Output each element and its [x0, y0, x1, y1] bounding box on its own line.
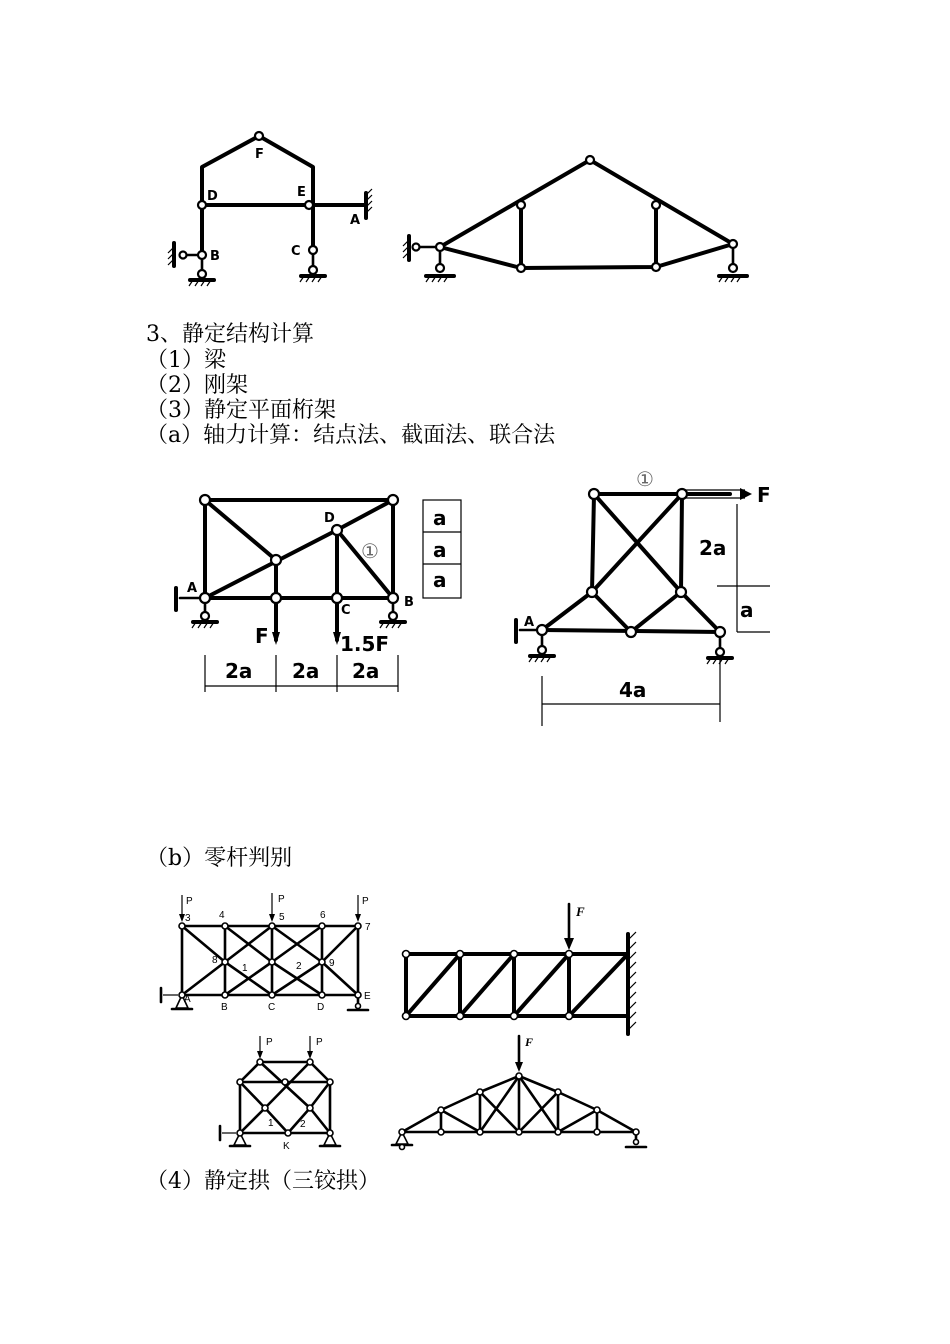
figure-zero-force-truss-3	[215, 1030, 350, 1155]
member-1-label: ①	[636, 467, 654, 491]
dim-h2: a	[740, 598, 754, 622]
label-A: A	[350, 213, 361, 228]
load-P2: P	[278, 894, 285, 905]
node-B: B	[221, 1002, 228, 1013]
load-F: F	[525, 1035, 534, 1049]
dim-h2: a	[433, 538, 447, 562]
figure-zero-force-truss-2	[395, 895, 655, 1040]
load-P1: P	[266, 1037, 273, 1048]
node-C: C	[268, 1002, 276, 1013]
member-1: 1	[242, 963, 248, 974]
member-2: 2	[300, 1119, 306, 1130]
member-1: 1	[268, 1118, 274, 1129]
node-A: A	[184, 994, 191, 1005]
figure-truss-combined-method	[510, 467, 790, 730]
figure-zero-force-truss-4	[385, 1030, 655, 1160]
load-P3: P	[362, 896, 369, 907]
label-E: E	[297, 185, 306, 200]
node-4: 4	[219, 910, 225, 921]
node-8: 8	[212, 955, 218, 966]
label-D: D	[324, 511, 335, 526]
node-D: D	[317, 1002, 325, 1013]
load-F: F	[757, 483, 771, 507]
node-7: 7	[365, 922, 371, 933]
dim-h3: a	[433, 568, 447, 592]
section-title: 3、静定结构计算	[146, 322, 314, 347]
member-1-label: ①	[361, 539, 379, 563]
label-C: C	[291, 244, 301, 259]
item-three-hinged-arch: （4）静定拱（三铰拱）	[146, 1169, 380, 1194]
label-B: B	[404, 595, 414, 610]
dim-w2: 2a	[292, 659, 320, 683]
load-F: F	[255, 624, 269, 648]
load-F: F	[576, 904, 585, 919]
dim-h1: a	[433, 506, 447, 530]
item-plane-truss: （3）静定平面桁架	[146, 398, 336, 423]
dim-w3: 2a	[352, 659, 380, 683]
item-rigid-frame: （2）刚架	[146, 373, 248, 398]
label-A: A	[524, 615, 535, 630]
figure-truss-method-of-joints	[170, 480, 470, 695]
item-beam: （1）梁	[146, 348, 226, 373]
dim-w: 4a	[619, 678, 647, 702]
load-1-5F: 1.5F	[340, 632, 390, 656]
node-9: 9	[329, 958, 335, 969]
label-A: A	[187, 581, 198, 596]
figure-zero-force-truss-1	[150, 880, 390, 1020]
node-3: 3	[185, 913, 191, 924]
member-2: 2	[296, 961, 302, 972]
node-E: E	[364, 991, 371, 1002]
figure-gable-frame	[160, 125, 390, 300]
load-P1: P	[186, 896, 193, 907]
label-C: C	[341, 603, 351, 618]
node-6: 6	[320, 910, 326, 921]
node-K: K	[283, 1141, 290, 1152]
load-P2: P	[316, 1037, 323, 1048]
item-zero-force: （b）零杆判别	[146, 846, 293, 871]
label-D: D	[207, 189, 218, 204]
dim-h1: 2a	[699, 536, 727, 560]
item-axial-force: （a）轴力计算：结点法、截面法、联合法	[146, 423, 556, 448]
label-B: B	[210, 249, 220, 264]
dim-w1: 2a	[225, 659, 253, 683]
figure-roof-truss	[400, 150, 760, 290]
node-5: 5	[279, 912, 285, 923]
label-F: F	[255, 147, 264, 162]
